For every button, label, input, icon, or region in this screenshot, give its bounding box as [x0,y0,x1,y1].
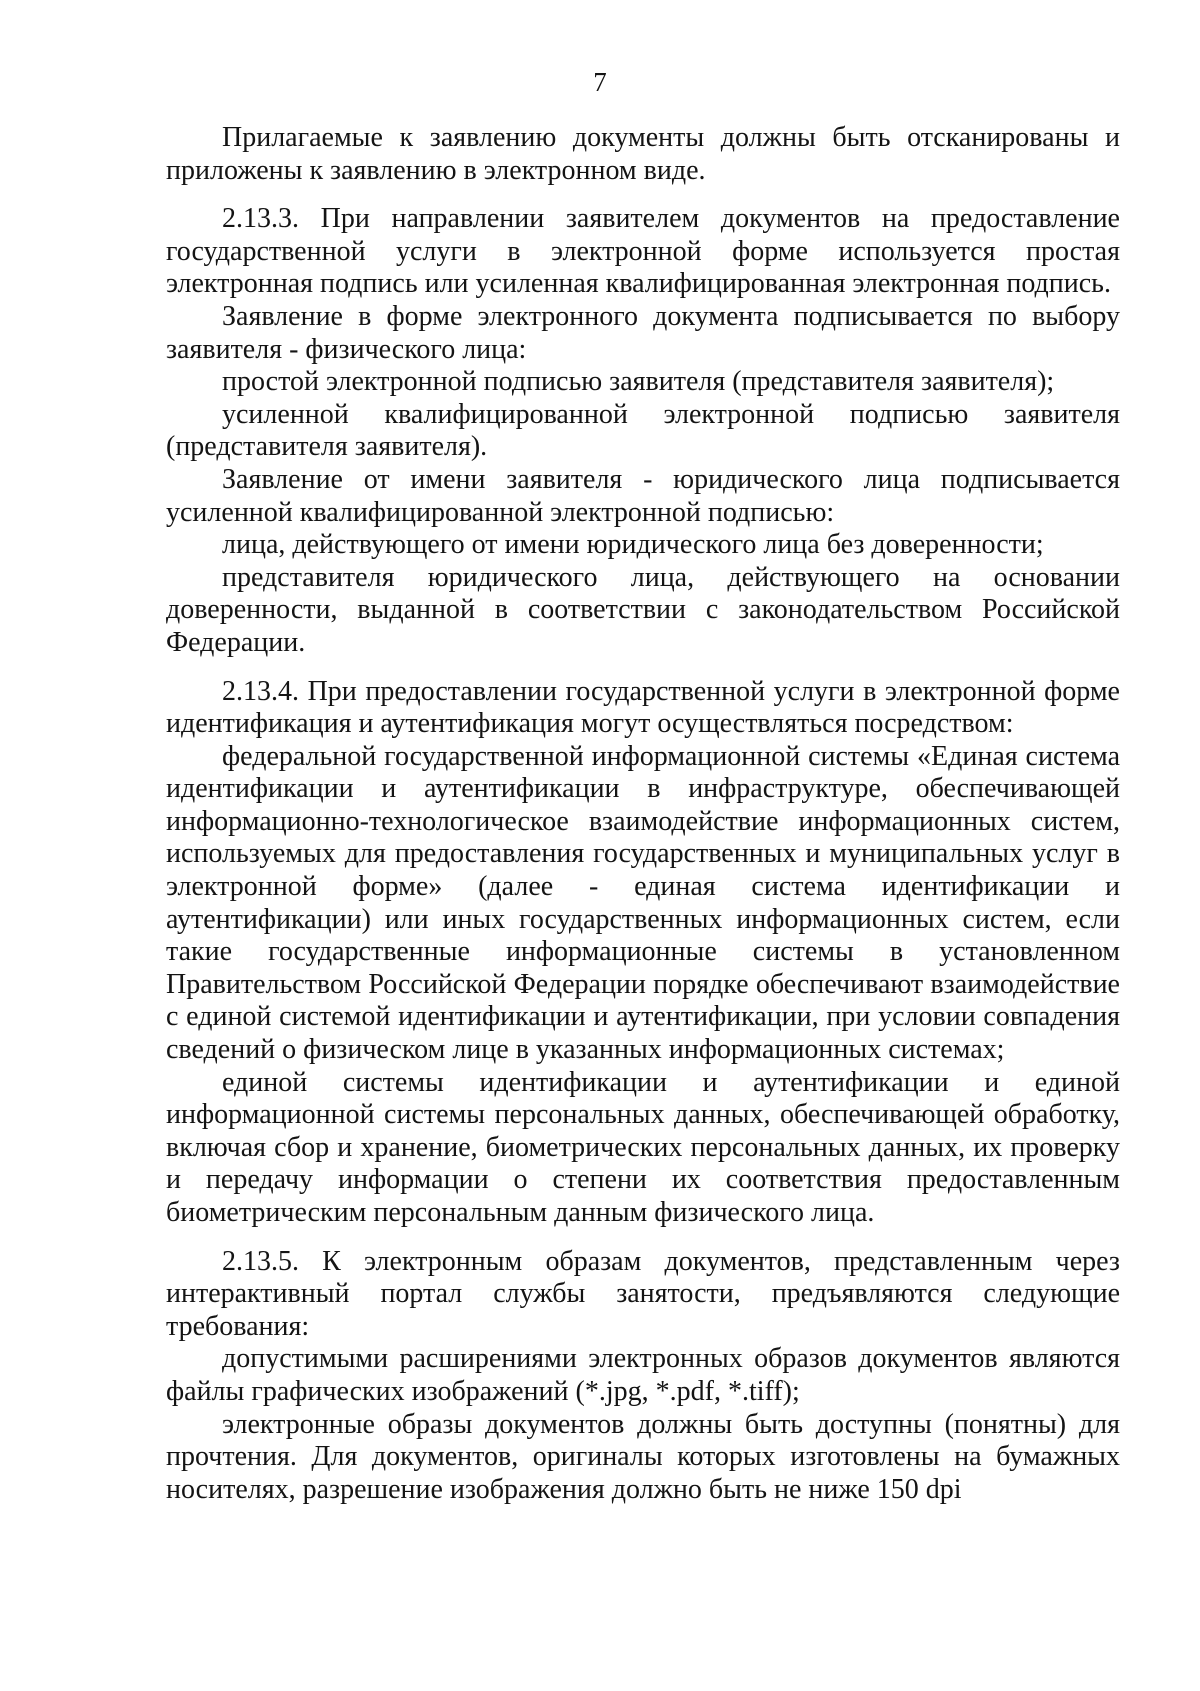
page-number: 7 [593,67,607,97]
paragraph-signature-legal-entity: Заявление от имени заявителя - юридического лица подписывается усиленной квалифицированной электронной подписью: [166,463,1120,528]
list-item-with-power-of-attorney: представителя юридического лица, действующего на основании доверенности, выданной в соответствии с законодательством Российской Федерации. [166,561,1120,658]
paragraph-attachments-scanned: Прилагаемые к заявлению документы должны быть отсканированы и приложены к заявлению в электронном виде. [166,122,1120,186]
list-item-image-resolution: электронные образы документов должны быть доступны (понятны) для прочтения. Для документов, оригиналы которых изготовлены на бумажных носителях, разрешение изображения должно быть не ниже 150 dpi [166,1408,1120,1505]
paragraph-signature-individual: Заявление в форме электронного документа подписывается по выбору заявителя - физического лица: [166,300,1120,365]
list-item-without-power-of-attorney: лица, действующего от имени юридического лица без доверенности; [222,529,1044,561]
list-item-biometric-system: единой системы идентификации и аутентификации и единой информационной системы персональных данных, обеспечивающей обработку, включая сбор и хранение, биометрических персональных данных, их проверку и передачу информации о степени их соответствия предоставленным биометрическим персональным данным физического лица. [166,1066,1120,1228]
list-item-qualified-signature: усиленной квалифицированной электронной подписью заявителя (представителя заявителя). [166,398,1120,463]
paragraph-2-13-3: 2.13.3. При направлении заявителем документов на предоставление государственной услуги в электронной форме используется простая электронная подпись или усиленная квалифицированная электронная подпись. [166,203,1120,300]
list-item-esia: федеральной государственной информационной системы «Единая система идентификации и аутентификации в инфраструктуре, обеспечивающей информационно-технологическое взаимодействие информационных систем, используемых для предоставления государственных и муниципальных услуг в электронной форме» (далее - единая система идентификации и аутентификации) или иных государственных информационных систем, если такие государственные информационные системы в установленном Правительством Российской Федерации порядке обеспечивают взаимодействие с единой системой идентификации и аутентификации, при условии совпадения сведений о физическом лице в указанных информационных системах; [166,740,1120,1066]
list-item-simple-signature: простой электронной подписью заявителя (представителя заявителя); [222,366,1055,398]
paragraph-2-13-4: 2.13.4. При предоставлении государственной услуги в электронной форме идентификация и аутентификация могут осуществляться посредством: [166,675,1120,740]
paragraph-2-13-5: 2.13.5. К электронным образам документов, представленным через интерактивный портал службы занятости, предъявляются следующие требования: [166,1245,1120,1342]
list-item-file-extensions: допустимыми расширениями электронных образов документов являются файлы графических изображений (*.jpg, *.pdf, *.tiff); [166,1343,1120,1407]
document-body [166,122,1120,1506]
